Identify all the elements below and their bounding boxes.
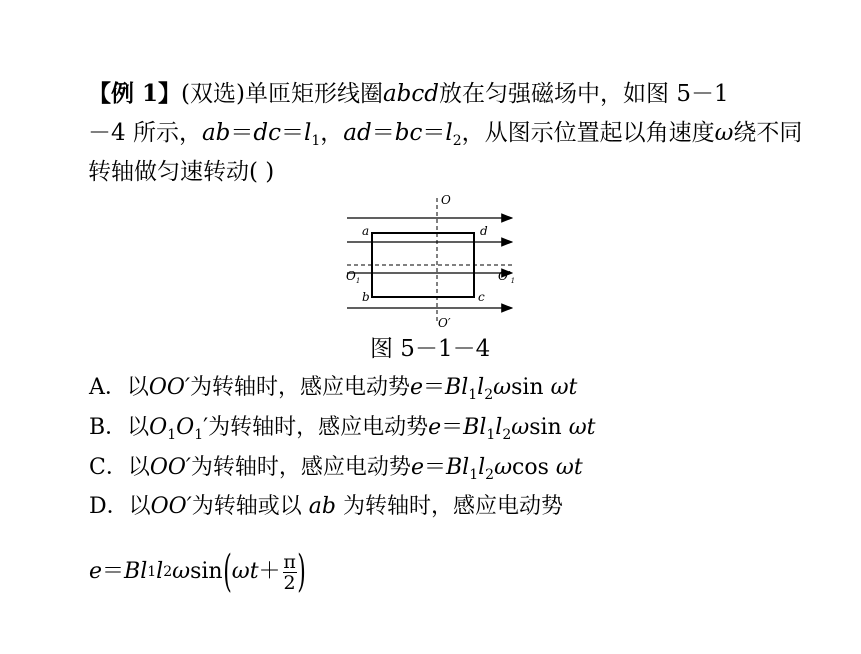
- var-e: e: [89, 559, 103, 584]
- left-paren: (: [222, 546, 232, 597]
- subscript: 2: [163, 564, 173, 580]
- subscript: 1: [311, 133, 321, 149]
- axis-label: OO′: [150, 494, 192, 519]
- question-text: －4 所示，: [88, 120, 202, 146]
- var-ab: ab: [308, 494, 336, 519]
- equals: ＝: [102, 559, 125, 584]
- func-arg: ωt: [231, 559, 259, 584]
- option-prefix: C．以: [89, 455, 150, 480]
- subscript: 1: [147, 564, 157, 580]
- label-O1-prime: $O'_1$: [498, 269, 516, 285]
- subscript: 1: [468, 387, 478, 403]
- var-l: l: [156, 559, 164, 584]
- func-arg: ωt: [568, 415, 596, 440]
- subscript: 2: [502, 427, 512, 443]
- option-d[interactable]: [89, 492, 563, 522]
- label-c: c: [478, 290, 485, 304]
- option-text: 为转轴时，感应电动势: [189, 375, 410, 400]
- option-text: 为转轴时，感应电动势: [208, 415, 429, 440]
- figure-caption: 图 5－1－4: [370, 336, 491, 362]
- equals: ＝: [230, 120, 254, 146]
- axis-label: O: [176, 415, 195, 440]
- question-line-2: [88, 118, 802, 156]
- var-l: l: [445, 120, 453, 146]
- equals: ＝: [423, 455, 446, 480]
- var-bl: Bl: [445, 455, 470, 480]
- subscript: 1: [194, 427, 204, 443]
- equals: ＝: [371, 120, 395, 146]
- subscript: 2: [484, 387, 494, 403]
- option-b[interactable]: [89, 413, 596, 450]
- var-dc: dc: [253, 120, 281, 146]
- option-prefix: A．以: [89, 375, 149, 400]
- subscript: 2: [485, 467, 495, 483]
- var-l: l: [478, 455, 486, 480]
- label-d: d: [480, 224, 488, 238]
- comma: ，: [320, 120, 344, 146]
- func-name: sin: [529, 415, 562, 440]
- label-a: a: [362, 224, 370, 238]
- coil-name: abcd: [382, 81, 440, 107]
- var-l: l: [477, 375, 485, 400]
- func-name: sin: [511, 375, 544, 400]
- var-bl: Bl: [445, 375, 469, 400]
- question-line-3: [88, 157, 274, 187]
- coil-diagram: [342, 190, 522, 330]
- equals: ＝: [423, 375, 446, 400]
- question-text: 绕不同: [733, 120, 803, 146]
- var-bl: Bl: [463, 415, 487, 440]
- axis-label: O: [149, 415, 168, 440]
- var-omega: ω: [494, 455, 513, 480]
- var-l: l: [495, 415, 503, 440]
- option-text: 为转轴时，感应电动势: [190, 455, 411, 480]
- plus: ＋: [258, 559, 281, 584]
- label-O-prime: O′: [438, 316, 451, 330]
- var-ad: ad: [343, 120, 372, 146]
- question-text: ，从图示位置起以角速度: [461, 120, 715, 146]
- option-prefix: D．以: [89, 494, 151, 519]
- subscript: 1: [469, 467, 479, 483]
- example-label: 【例 1】: [88, 80, 182, 107]
- denominator: 2: [283, 571, 296, 594]
- equals: ＝: [422, 120, 446, 146]
- option-text: 为转轴时，感应电动势: [342, 494, 563, 519]
- var-omega: ω: [511, 415, 530, 440]
- option-c[interactable]: [89, 453, 583, 490]
- equals: ＝: [281, 120, 304, 146]
- var-e: e: [409, 375, 424, 400]
- prime: ′: [203, 415, 209, 440]
- var-ab: ab: [201, 120, 231, 146]
- var-omega: ω: [714, 120, 734, 146]
- func-name: sin: [190, 559, 223, 584]
- question-line-1: [88, 79, 729, 109]
- equals: ＝: [441, 415, 464, 440]
- question-text: 放在匀强磁场中，如图 5－1: [439, 81, 729, 107]
- var-omega: ω: [172, 559, 191, 584]
- var-bc: bc: [394, 120, 423, 146]
- right-paren: ): [296, 546, 306, 597]
- option-text: 为转轴或以: [191, 494, 302, 519]
- subscript: 1: [167, 427, 177, 443]
- option-d-formula: [89, 546, 306, 597]
- var-omega: ω: [493, 375, 512, 400]
- option-prefix: B．以: [89, 415, 150, 440]
- numerator: π: [283, 550, 296, 573]
- label-O: O: [441, 193, 451, 207]
- func-name: cos: [512, 455, 549, 480]
- label-b: b: [362, 290, 370, 304]
- var-bl: Bl: [124, 559, 148, 584]
- axis-label: OO′: [149, 455, 191, 480]
- func-arg: ωt: [555, 455, 583, 480]
- label-O1: $O_1$: [346, 269, 361, 285]
- func-arg: ωt: [550, 375, 578, 400]
- var-l: l: [304, 120, 312, 146]
- question-type: (双选): [181, 81, 245, 107]
- coil-rect: [372, 233, 474, 297]
- question-text: 单匝矩形线圈: [244, 81, 383, 107]
- option-a[interactable]: [89, 373, 577, 410]
- axis-label: OO′: [148, 375, 190, 400]
- fraction-pi-over-2: [283, 552, 297, 593]
- subscript: 1: [486, 427, 496, 443]
- question-text: 转轴做匀速转动( ): [88, 159, 275, 185]
- var-e: e: [410, 455, 424, 480]
- subscript: 2: [452, 133, 462, 149]
- var-e: e: [428, 415, 442, 440]
